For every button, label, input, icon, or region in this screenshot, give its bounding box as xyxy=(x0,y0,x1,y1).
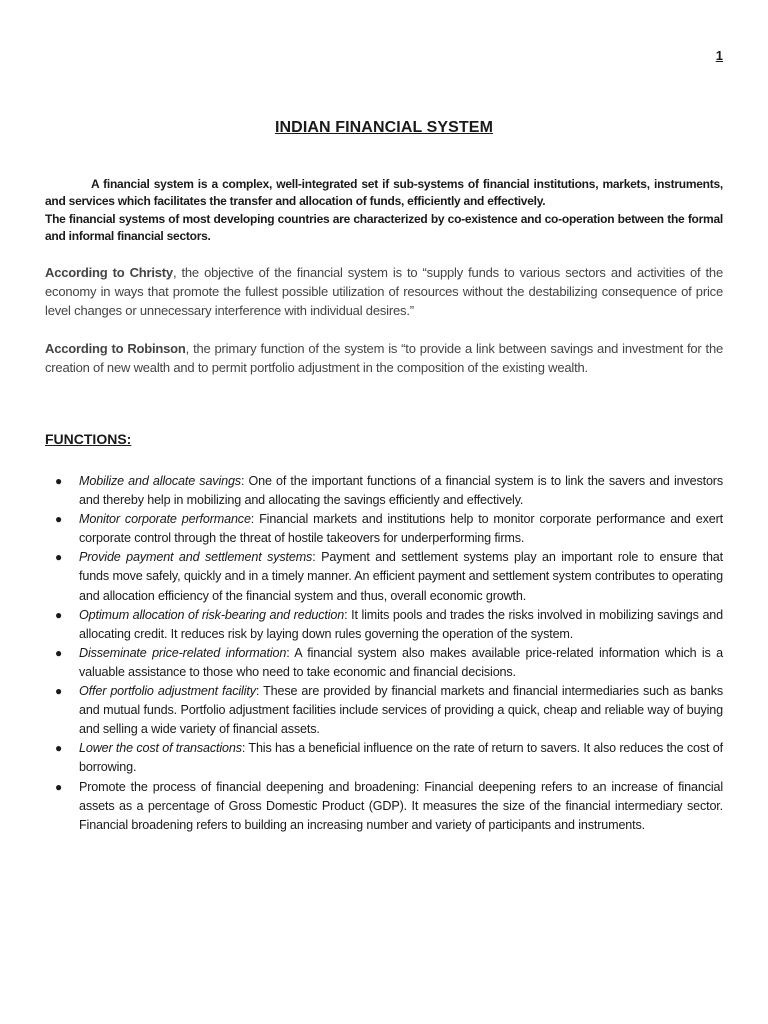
function-term: Promote the process of financial deepening and broadening xyxy=(79,779,416,794)
bullet-icon: ● xyxy=(55,512,63,527)
quote-text: , the objective of the financial system is to “supply funds to various sectors and activities of the economy in ways that promote the fullest possible utilization of resources without the destabilizing consequence of price level changes or unnecessary interference with individual desires.” xyxy=(45,265,723,318)
function-term: Lower the cost of transactions xyxy=(79,741,242,756)
intro-paragraph-1: A financial system is a complex, well-integrated set if sub-systems of financial institutions, markets, instruments, and services which facilitates the transfer and allocation of funds, efficiently and effectively. xyxy=(45,177,723,209)
quote-text: , the primary function of the system is “to provide a link between savings and investment for the creation of new wealth and to permit portfolio adjustment in the composition of the existing wealth. xyxy=(45,341,724,375)
function-text: This has a beneficial influence on the rate of return to savers. It also reduces the cost of borrowing. xyxy=(79,741,723,775)
functions-list xyxy=(45,472,723,835)
page-number: 1 xyxy=(715,48,723,63)
function-separator: : xyxy=(312,550,322,565)
list-item xyxy=(45,548,723,605)
function-separator: : xyxy=(240,474,249,488)
function-separator: : xyxy=(250,512,260,527)
bullet-icon: ● xyxy=(55,474,63,488)
list-item xyxy=(45,682,723,739)
function-term: Provide payment and settlement systems xyxy=(79,550,313,565)
quote-author: According to Christy xyxy=(45,265,173,280)
bullet-icon: ● xyxy=(55,741,63,756)
quote-christy xyxy=(45,264,723,320)
function-term: Disseminate price-related information xyxy=(79,645,287,660)
function-separator: : xyxy=(286,645,295,660)
functions-heading: FUNCTIONS: xyxy=(45,431,132,447)
bullet-icon: ● xyxy=(55,607,63,622)
function-term: Optimum allocation of risk-bearing and reduction xyxy=(79,607,345,622)
function-text: These are provided by financial markets and financial intermediaries such as banks and mutual funds. Portfolio adjustment facilities include services of providing a quick, cheap and reliable way of buying and selling a wide variety of financial assets. xyxy=(79,684,724,737)
list-item xyxy=(45,606,723,644)
bullet-icon: ● xyxy=(55,684,63,699)
function-term: Monitor corporate performance xyxy=(79,512,251,527)
function-text: Payment and settlement systems play an important role to ensure that funds move safely, quickly and in a timely manner. An efficient payment and settlement system contributes to operating and allocation efficiency of the financial system and thus, overall economic growth. xyxy=(79,550,724,603)
intro-paragraph-2: The financial systems of most developing countries are characterized by co-existence and co-operation between the formal and informal financial sectors. xyxy=(45,211,723,243)
bullet-icon: ● xyxy=(55,645,63,660)
list-item xyxy=(45,778,723,835)
function-text: A financial system also makes available price-related information which is a valuable assistance to those who need to take economic and financial decisions. xyxy=(79,645,723,679)
bullet-icon: ● xyxy=(55,550,63,565)
page-title: INDIAN FINANCIAL SYSTEM xyxy=(274,119,493,136)
quote-author: According to Robinson xyxy=(45,341,186,356)
function-separator: : xyxy=(344,607,352,622)
function-text: It limits pools and trades the risks involved in mobilizing savings and allocating credit. It reduces risk by laying down rules governing the operation of the system. xyxy=(79,607,724,641)
function-separator: : xyxy=(255,684,264,699)
function-text: One of the important functions of a financial system is to link the savers and investors and thereby help in mobilizing and allocating the savings efficiently and effectively. xyxy=(79,474,723,508)
list-item xyxy=(45,510,723,548)
function-text: Financial deepening refers to an increase of financial assets as a percentage of Gross Domestic Product (GDP). It measures the size of the financial intermediary sector. Financial broadening refers to building an increasing number and variety of participants and instruments. xyxy=(79,779,724,832)
function-separator: : xyxy=(415,779,425,794)
function-text: Financial markets and institutions help to monitor corporate performance and exert corporate control through the threat of hostile takeovers for underperforming firms. xyxy=(79,512,723,546)
document-page xyxy=(45,0,723,1024)
list-item xyxy=(45,472,723,510)
function-separator: : xyxy=(241,741,249,756)
quote-robinson xyxy=(45,340,723,378)
bullet-icon: ● xyxy=(55,779,63,794)
function-term: Mobilize and allocate savings xyxy=(79,474,241,488)
function-term: Offer portfolio adjustment facility xyxy=(79,684,256,699)
list-item xyxy=(45,739,723,777)
intro-block xyxy=(45,176,723,245)
list-item xyxy=(45,644,723,682)
